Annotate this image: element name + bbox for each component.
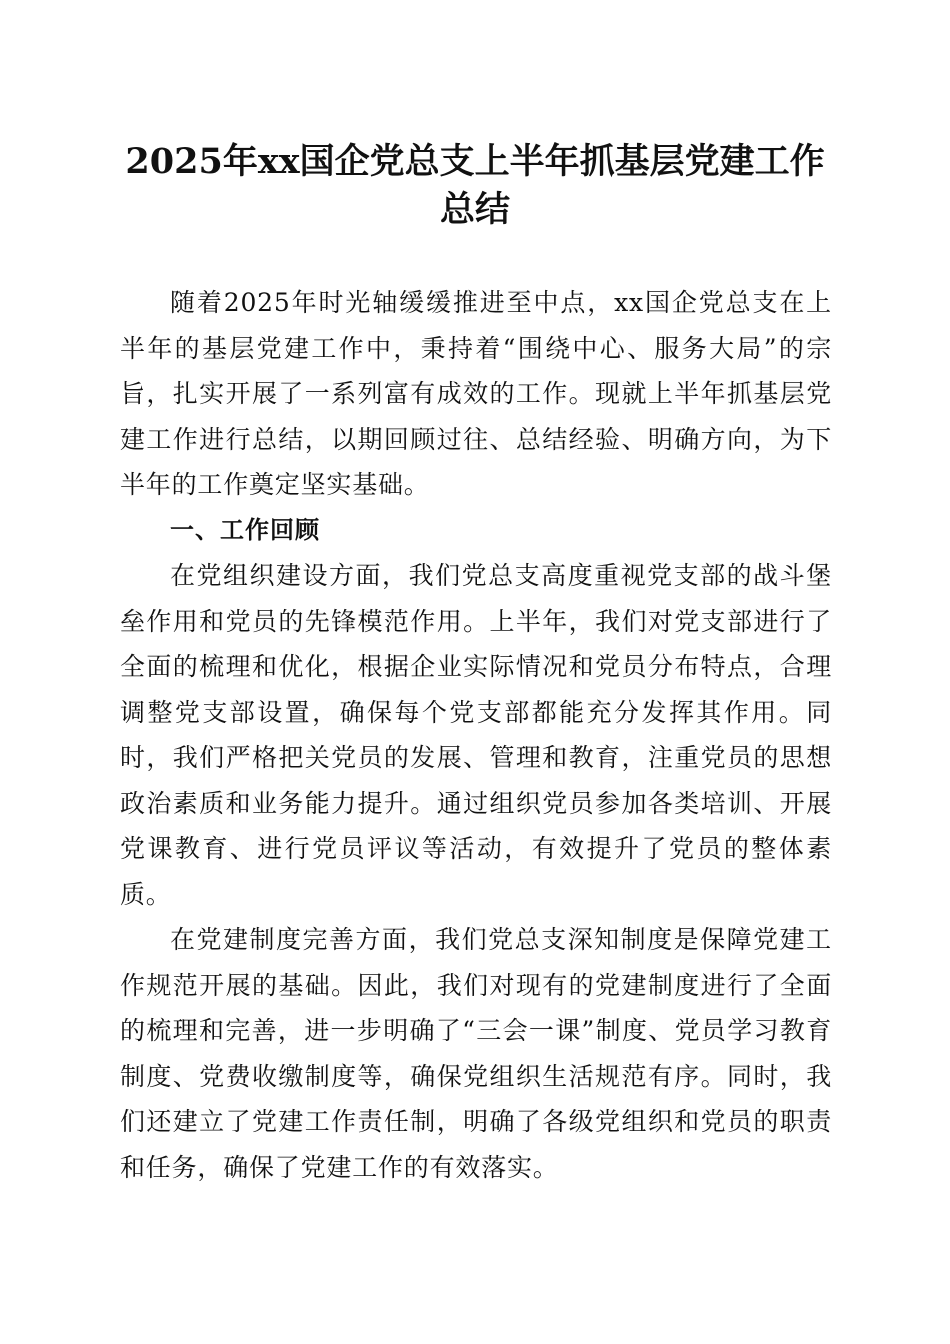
document-title	[100, 138, 850, 234]
paragraph-party-system: 在党建制度完善方面，我们党总支深知制度是保障党建工作规范开展的基础。因此，我们对现有的党建制度进行了全面的梳理和完善，进一步明确了“三会一课”制度、党员学习教育制度、党费收缴制度等，确保党组织生活规范有序。同时，我们还建立了党建工作责任制，明确了各级党组织和党员的职责和任务，确保了党建工作的有效落实。	[120, 925, 832, 1182]
document-title-line-1: 2025年xx国企党总支上半年抓基层党建工作	[125, 141, 825, 182]
paragraph-party-organization: 在党组织建设方面，我们党总支高度重视党支部的战斗堡垒作用和党员的先锋模范作用。上半年，我们对党支部进行了全面的梳理和优化，根据企业实际情况和党员分布特点，合理调整党支部设置，确保每个党支部都能充分发挥其作用。同时，我们严格把关党员的发展、管理和教育，注重党员的思想政治素质和业务能力提升。通过组织党员参加各类培训、开展党课教育、进行党员评议等活动，有效提升了党员的整体素质。	[120, 561, 832, 909]
document-body	[120, 280, 832, 1190]
document-title-line-2: 总结	[439, 189, 510, 230]
section-heading-work-review: 一、工作回顾	[170, 515, 320, 544]
intro-paragraph: 随着2025年时光轴缓缓推进至中点，xx国企党总支在上半年的基层党建工作中，秉持着“围绕中心、服务大局”的宗旨，扎实开展了一系列富有成效的工作。现就上半年抓基层党建工作进行总结，以期回顾过往、总结经验、明确方向，为下半年的工作奠定坚实基础。	[120, 288, 832, 499]
